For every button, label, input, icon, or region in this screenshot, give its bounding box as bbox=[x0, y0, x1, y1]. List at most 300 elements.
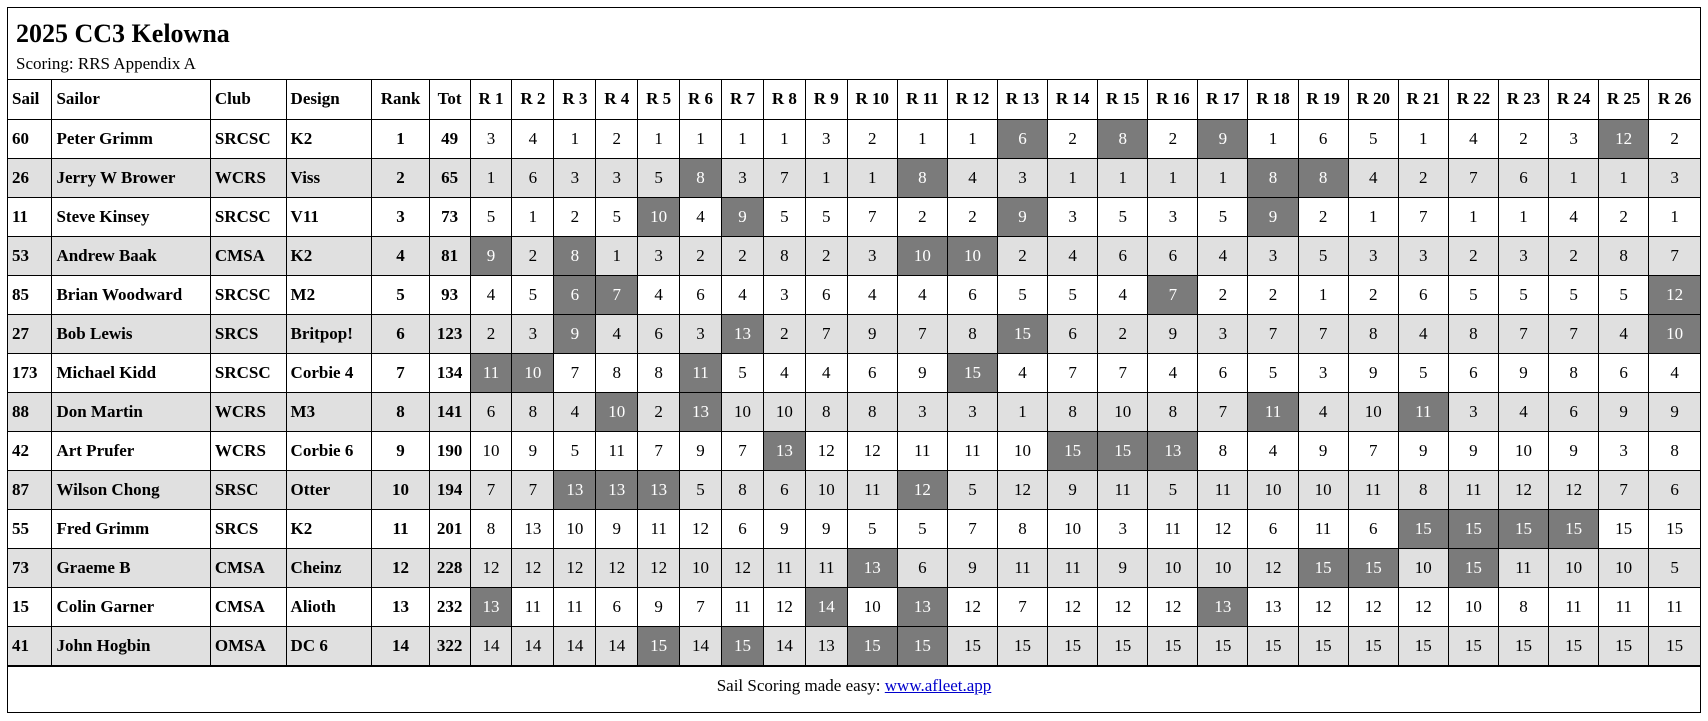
race-score-cell: 10 bbox=[470, 431, 512, 470]
sail-cell: 85 bbox=[8, 275, 52, 314]
race-score-cell: 8 bbox=[1148, 392, 1198, 431]
race-score-cell: 13 bbox=[805, 626, 847, 665]
results-header bbox=[8, 8, 1700, 80]
race-score-cell: 9 bbox=[1098, 548, 1148, 587]
race-score-cell: 7 bbox=[1498, 314, 1548, 353]
race-score-cell: 2 bbox=[512, 236, 554, 275]
race-score-cell: 10 bbox=[680, 548, 722, 587]
race-score-cell: 13 bbox=[680, 392, 722, 431]
race-score-cell: 5 bbox=[638, 158, 680, 197]
total-cell: 232 bbox=[429, 587, 470, 626]
race-score-cell: 1 bbox=[1248, 119, 1298, 158]
sail-cell: 88 bbox=[8, 392, 52, 431]
total-cell: 81 bbox=[429, 236, 470, 275]
race-score-cell: 12 bbox=[805, 431, 847, 470]
rank-cell: 1 bbox=[372, 119, 429, 158]
sailor-cell: Fred Grimm bbox=[52, 509, 210, 548]
race-score-cell: 15 bbox=[1348, 626, 1398, 665]
sail-cell: 42 bbox=[8, 431, 52, 470]
race-score-cell: 9 bbox=[1298, 431, 1348, 470]
race-score-cell: 10 bbox=[596, 392, 638, 431]
race-score-cell: 1 bbox=[1649, 197, 1700, 236]
race-score-cell: 9 bbox=[1348, 353, 1398, 392]
race-score-cell: 15 bbox=[1248, 626, 1298, 665]
race-score-cell: 5 bbox=[1649, 548, 1700, 587]
race-score-cell: 9 bbox=[1248, 197, 1298, 236]
race-score-cell: 9 bbox=[897, 353, 947, 392]
race-score-cell: 5 bbox=[722, 353, 764, 392]
design-cell: K2 bbox=[286, 119, 372, 158]
table-row bbox=[8, 119, 1700, 158]
race-score-cell: 8 bbox=[763, 236, 805, 275]
race-score-cell: 11 bbox=[722, 587, 764, 626]
race-score-cell: 10 bbox=[1649, 314, 1700, 353]
race-score-cell: 3 bbox=[805, 119, 847, 158]
race-score-cell: 11 bbox=[1248, 392, 1298, 431]
rank-cell: 9 bbox=[372, 431, 429, 470]
race-score-cell: 10 bbox=[1348, 392, 1398, 431]
sailor-cell: Andrew Baak bbox=[52, 236, 210, 275]
race-score-cell: 10 bbox=[1599, 548, 1649, 587]
sailor-cell: Bob Lewis bbox=[52, 314, 210, 353]
column-header: R 8 bbox=[763, 80, 805, 119]
race-score-cell: 7 bbox=[470, 470, 512, 509]
race-score-cell: 4 bbox=[470, 275, 512, 314]
race-score-cell: 6 bbox=[1549, 392, 1599, 431]
race-score-cell: 12 bbox=[470, 548, 512, 587]
column-header: R 18 bbox=[1248, 80, 1298, 119]
race-score-cell: 11 bbox=[1549, 587, 1599, 626]
results-table bbox=[8, 80, 1700, 666]
race-score-cell: 13 bbox=[1198, 587, 1248, 626]
total-cell: 134 bbox=[429, 353, 470, 392]
race-score-cell: 2 bbox=[1498, 119, 1548, 158]
race-score-cell: 7 bbox=[722, 431, 764, 470]
column-header: R 25 bbox=[1599, 80, 1649, 119]
race-score-cell: 2 bbox=[897, 197, 947, 236]
race-score-cell: 3 bbox=[554, 158, 596, 197]
column-header: R 20 bbox=[1348, 80, 1398, 119]
column-header: R 12 bbox=[947, 80, 997, 119]
race-score-cell: 13 bbox=[596, 470, 638, 509]
race-score-cell: 11 bbox=[897, 431, 947, 470]
race-score-cell: 8 bbox=[847, 392, 897, 431]
race-score-cell: 8 bbox=[1398, 470, 1448, 509]
race-score-cell: 5 bbox=[554, 431, 596, 470]
design-cell: Britpop! bbox=[286, 314, 372, 353]
race-score-cell: 9 bbox=[596, 509, 638, 548]
race-score-cell: 2 bbox=[1348, 275, 1398, 314]
race-score-cell: 15 bbox=[1498, 626, 1548, 665]
race-score-cell: 2 bbox=[763, 314, 805, 353]
race-score-cell: 2 bbox=[805, 236, 847, 275]
race-score-cell: 9 bbox=[998, 197, 1048, 236]
race-score-cell: 15 bbox=[1148, 626, 1198, 665]
race-score-cell: 4 bbox=[596, 314, 638, 353]
race-score-cell: 2 bbox=[947, 197, 997, 236]
race-score-cell: 4 bbox=[998, 353, 1048, 392]
race-score-cell: 1 bbox=[596, 236, 638, 275]
race-score-cell: 5 bbox=[470, 197, 512, 236]
race-score-cell: 6 bbox=[1599, 353, 1649, 392]
race-score-cell: 3 bbox=[1549, 119, 1599, 158]
total-cell: 194 bbox=[429, 470, 470, 509]
rank-cell: 8 bbox=[372, 392, 429, 431]
race-score-cell: 11 bbox=[596, 431, 638, 470]
race-score-cell: 6 bbox=[1098, 236, 1148, 275]
race-score-cell: 15 bbox=[1398, 509, 1448, 548]
sail-cell: 11 bbox=[8, 197, 52, 236]
rank-cell: 13 bbox=[372, 587, 429, 626]
sail-cell: 60 bbox=[8, 119, 52, 158]
race-score-cell: 6 bbox=[1248, 509, 1298, 548]
race-score-cell: 2 bbox=[1198, 275, 1248, 314]
race-score-cell: 7 bbox=[1148, 275, 1198, 314]
race-score-cell: 8 bbox=[722, 470, 764, 509]
race-score-cell: 15 bbox=[722, 626, 764, 665]
race-score-cell: 8 bbox=[596, 353, 638, 392]
race-score-cell: 1 bbox=[1549, 158, 1599, 197]
race-score-cell: 8 bbox=[1649, 431, 1700, 470]
race-score-cell: 9 bbox=[1498, 353, 1548, 392]
race-score-cell: 8 bbox=[897, 158, 947, 197]
column-header: R 22 bbox=[1448, 80, 1498, 119]
club-cell: SRCSC bbox=[210, 275, 286, 314]
race-score-cell: 2 bbox=[596, 119, 638, 158]
rank-cell: 3 bbox=[372, 197, 429, 236]
table-row bbox=[8, 275, 1700, 314]
race-score-cell: 7 bbox=[897, 314, 947, 353]
total-cell: 49 bbox=[429, 119, 470, 158]
race-score-cell: 6 bbox=[1298, 119, 1348, 158]
afleet-link[interactable]: www.afleet.app bbox=[884, 675, 992, 695]
race-score-cell: 11 bbox=[805, 548, 847, 587]
race-score-cell: 2 bbox=[1649, 119, 1700, 158]
total-cell: 123 bbox=[429, 314, 470, 353]
race-score-cell: 10 bbox=[1398, 548, 1448, 587]
column-header: R 21 bbox=[1398, 80, 1448, 119]
race-score-cell: 2 bbox=[1549, 236, 1599, 275]
race-score-cell: 12 bbox=[998, 470, 1048, 509]
table-row bbox=[8, 236, 1700, 275]
race-score-cell: 7 bbox=[680, 587, 722, 626]
race-score-cell: 13 bbox=[512, 509, 554, 548]
race-score-cell: 15 bbox=[897, 626, 947, 665]
race-score-cell: 7 bbox=[1599, 470, 1649, 509]
race-score-cell: 7 bbox=[947, 509, 997, 548]
race-score-cell: 3 bbox=[897, 392, 947, 431]
race-score-cell: 15 bbox=[1448, 548, 1498, 587]
race-score-cell: 9 bbox=[554, 314, 596, 353]
race-score-cell: 10 bbox=[847, 587, 897, 626]
race-score-cell: 3 bbox=[1298, 353, 1348, 392]
race-score-cell: 10 bbox=[1448, 587, 1498, 626]
race-score-cell: 15 bbox=[1098, 626, 1148, 665]
race-score-cell: 1 bbox=[763, 119, 805, 158]
race-score-cell: 3 bbox=[1398, 236, 1448, 275]
race-score-cell: 12 bbox=[1599, 119, 1649, 158]
total-cell: 322 bbox=[429, 626, 470, 665]
sail-cell: 27 bbox=[8, 314, 52, 353]
sailor-cell: Steve Kinsey bbox=[52, 197, 210, 236]
race-score-cell: 12 bbox=[1248, 548, 1298, 587]
total-cell: 201 bbox=[429, 509, 470, 548]
race-score-cell: 4 bbox=[847, 275, 897, 314]
race-score-cell: 4 bbox=[1298, 392, 1348, 431]
race-score-cell: 1 bbox=[1398, 119, 1448, 158]
race-score-cell: 13 bbox=[638, 470, 680, 509]
column-header: R 1 bbox=[470, 80, 512, 119]
rank-cell: 14 bbox=[372, 626, 429, 665]
club-cell: CMSA bbox=[210, 548, 286, 587]
race-score-cell: 15 bbox=[1298, 626, 1348, 665]
race-score-cell: 11 bbox=[998, 548, 1048, 587]
design-cell: K2 bbox=[286, 236, 372, 275]
race-score-cell: 8 bbox=[554, 236, 596, 275]
race-score-cell: 8 bbox=[998, 509, 1048, 548]
race-score-cell: 10 bbox=[1198, 548, 1248, 587]
race-score-cell: 7 bbox=[1048, 353, 1098, 392]
race-score-cell: 10 bbox=[1098, 392, 1148, 431]
sail-cell: 87 bbox=[8, 470, 52, 509]
race-score-cell: 8 bbox=[1448, 314, 1498, 353]
race-score-cell: 1 bbox=[1048, 158, 1098, 197]
race-score-cell: 7 bbox=[998, 587, 1048, 626]
table-row bbox=[8, 392, 1700, 431]
race-score-cell: 12 bbox=[596, 548, 638, 587]
race-score-cell: 5 bbox=[1148, 470, 1198, 509]
race-score-cell: 2 bbox=[1398, 158, 1448, 197]
race-score-cell: 4 bbox=[1649, 353, 1700, 392]
footer-text: Sail Scoring made easy: bbox=[716, 675, 885, 695]
rank-cell: 5 bbox=[372, 275, 429, 314]
race-score-cell: 2 bbox=[554, 197, 596, 236]
race-score-cell: 12 bbox=[1649, 275, 1700, 314]
race-score-cell: 6 bbox=[1498, 158, 1548, 197]
results-frame bbox=[7, 7, 1701, 713]
race-score-cell: 2 bbox=[1148, 119, 1198, 158]
race-score-cell: 15 bbox=[1649, 626, 1700, 665]
race-score-cell: 2 bbox=[1098, 314, 1148, 353]
race-score-cell: 15 bbox=[1298, 548, 1348, 587]
race-score-cell: 6 bbox=[1398, 275, 1448, 314]
table-row bbox=[8, 548, 1700, 587]
race-score-cell: 15 bbox=[998, 626, 1048, 665]
race-score-cell: 15 bbox=[847, 626, 897, 665]
race-score-cell: 11 bbox=[1098, 470, 1148, 509]
race-score-cell: 15 bbox=[947, 353, 997, 392]
column-header: R 10 bbox=[847, 80, 897, 119]
race-score-cell: 10 bbox=[1298, 470, 1348, 509]
sailor-cell: Art Prufer bbox=[52, 431, 210, 470]
column-header: Design bbox=[286, 80, 372, 119]
rank-cell: 11 bbox=[372, 509, 429, 548]
race-score-cell: 11 bbox=[1348, 470, 1398, 509]
design-cell: Cheinz bbox=[286, 548, 372, 587]
race-score-cell: 4 bbox=[680, 197, 722, 236]
column-header: R 5 bbox=[638, 80, 680, 119]
race-score-cell: 2 bbox=[470, 314, 512, 353]
race-score-cell: 4 bbox=[1398, 314, 1448, 353]
race-score-cell: 15 bbox=[1549, 509, 1599, 548]
race-score-cell: 6 bbox=[847, 353, 897, 392]
footer bbox=[8, 666, 1700, 705]
race-score-cell: 6 bbox=[897, 548, 947, 587]
race-score-cell: 11 bbox=[763, 548, 805, 587]
sailor-cell: Graeme B bbox=[52, 548, 210, 587]
race-score-cell: 15 bbox=[1549, 626, 1599, 665]
column-header: R 16 bbox=[1148, 80, 1198, 119]
race-score-cell: 6 bbox=[1148, 236, 1198, 275]
race-score-cell: 2 bbox=[1448, 236, 1498, 275]
design-cell: Corbie 4 bbox=[286, 353, 372, 392]
race-score-cell: 6 bbox=[805, 275, 847, 314]
race-score-cell: 5 bbox=[897, 509, 947, 548]
rank-cell: 2 bbox=[372, 158, 429, 197]
column-header: R 15 bbox=[1098, 80, 1148, 119]
race-score-cell: 13 bbox=[722, 314, 764, 353]
table-row bbox=[8, 158, 1700, 197]
sailor-cell: Wilson Chong bbox=[52, 470, 210, 509]
race-score-cell: 4 bbox=[1048, 236, 1098, 275]
race-score-cell: 6 bbox=[1048, 314, 1098, 353]
race-score-cell: 15 bbox=[1398, 626, 1448, 665]
race-score-cell: 7 bbox=[1448, 158, 1498, 197]
race-score-cell: 12 bbox=[1098, 587, 1148, 626]
race-score-cell: 1 bbox=[847, 158, 897, 197]
race-score-cell: 14 bbox=[470, 626, 512, 665]
race-score-cell: 3 bbox=[1048, 197, 1098, 236]
race-score-cell: 6 bbox=[1649, 470, 1700, 509]
race-score-cell: 11 bbox=[1198, 470, 1248, 509]
race-score-cell: 12 bbox=[947, 587, 997, 626]
race-score-cell: 1 bbox=[1298, 275, 1348, 314]
race-score-cell: 10 bbox=[1498, 431, 1548, 470]
race-score-cell: 7 bbox=[1549, 314, 1599, 353]
race-score-cell: 9 bbox=[1148, 314, 1198, 353]
race-score-cell: 13 bbox=[1248, 587, 1298, 626]
race-score-cell: 14 bbox=[554, 626, 596, 665]
race-score-cell: 3 bbox=[1148, 197, 1198, 236]
rank-cell: 12 bbox=[372, 548, 429, 587]
design-cell: Otter bbox=[286, 470, 372, 509]
club-cell: SRSC bbox=[210, 470, 286, 509]
race-score-cell: 15 bbox=[1098, 431, 1148, 470]
race-score-cell: 3 bbox=[722, 158, 764, 197]
sailor-cell: Brian Woodward bbox=[52, 275, 210, 314]
race-score-cell: 5 bbox=[847, 509, 897, 548]
design-cell: Corbie 6 bbox=[286, 431, 372, 470]
race-score-cell: 9 bbox=[805, 509, 847, 548]
race-score-cell: 12 bbox=[680, 509, 722, 548]
column-header: Rank bbox=[372, 80, 429, 119]
race-score-cell: 1 bbox=[1098, 158, 1148, 197]
race-score-cell: 3 bbox=[596, 158, 638, 197]
race-score-cell: 8 bbox=[1498, 587, 1548, 626]
race-score-cell: 2 bbox=[847, 119, 897, 158]
column-header: R 14 bbox=[1048, 80, 1098, 119]
rank-cell: 7 bbox=[372, 353, 429, 392]
race-score-cell: 12 bbox=[554, 548, 596, 587]
race-score-cell: 4 bbox=[763, 353, 805, 392]
race-score-cell: 2 bbox=[1298, 197, 1348, 236]
club-cell: OMSA bbox=[210, 626, 286, 665]
race-score-cell: 12 bbox=[1298, 587, 1348, 626]
race-score-cell: 1 bbox=[1348, 197, 1398, 236]
race-score-cell: 1 bbox=[1498, 197, 1548, 236]
race-score-cell: 7 bbox=[1398, 197, 1448, 236]
column-header: R 2 bbox=[512, 80, 554, 119]
race-score-cell: 7 bbox=[1198, 392, 1248, 431]
race-score-cell: 5 bbox=[1348, 119, 1398, 158]
club-cell: CMSA bbox=[210, 236, 286, 275]
race-score-cell: 9 bbox=[680, 431, 722, 470]
club-cell: SRCSC bbox=[210, 353, 286, 392]
table-row bbox=[8, 314, 1700, 353]
race-score-cell: 1 bbox=[805, 158, 847, 197]
race-score-cell: 1 bbox=[1198, 158, 1248, 197]
column-header: Club bbox=[210, 80, 286, 119]
race-score-cell: 4 bbox=[638, 275, 680, 314]
race-score-cell: 8 bbox=[1248, 158, 1298, 197]
column-header: R 13 bbox=[998, 80, 1048, 119]
club-cell: SRCSC bbox=[210, 197, 286, 236]
race-score-cell: 3 bbox=[1448, 392, 1498, 431]
column-header: R 9 bbox=[805, 80, 847, 119]
race-score-cell: 13 bbox=[470, 587, 512, 626]
race-score-cell: 15 bbox=[998, 314, 1048, 353]
race-score-cell: 1 bbox=[998, 392, 1048, 431]
club-cell: WCRS bbox=[210, 392, 286, 431]
rank-cell: 6 bbox=[372, 314, 429, 353]
race-score-cell: 10 bbox=[897, 236, 947, 275]
sail-cell: 26 bbox=[8, 158, 52, 197]
race-score-cell: 2 bbox=[722, 236, 764, 275]
race-score-cell: 3 bbox=[1198, 314, 1248, 353]
race-score-cell: 1 bbox=[897, 119, 947, 158]
race-score-cell: 2 bbox=[998, 236, 1048, 275]
race-score-cell: 2 bbox=[680, 236, 722, 275]
race-score-cell: 3 bbox=[947, 392, 997, 431]
race-score-cell: 12 bbox=[847, 431, 897, 470]
race-score-cell: 4 bbox=[1148, 353, 1198, 392]
total-cell: 228 bbox=[429, 548, 470, 587]
race-score-cell: 11 bbox=[512, 587, 554, 626]
race-score-cell: 4 bbox=[722, 275, 764, 314]
sailor-cell: Colin Garner bbox=[52, 587, 210, 626]
race-score-cell: 5 bbox=[512, 275, 554, 314]
total-cell: 73 bbox=[429, 197, 470, 236]
race-score-cell: 7 bbox=[1248, 314, 1298, 353]
design-cell: V11 bbox=[286, 197, 372, 236]
rank-cell: 4 bbox=[372, 236, 429, 275]
race-score-cell: 7 bbox=[1098, 353, 1148, 392]
race-score-cell: 3 bbox=[998, 158, 1048, 197]
race-score-cell: 5 bbox=[763, 197, 805, 236]
race-score-cell: 11 bbox=[1398, 392, 1448, 431]
race-score-cell: 6 bbox=[763, 470, 805, 509]
table-row bbox=[8, 509, 1700, 548]
table-row bbox=[8, 626, 1700, 665]
race-score-cell: 6 bbox=[554, 275, 596, 314]
race-score-cell: 4 bbox=[1498, 392, 1548, 431]
race-score-cell: 15 bbox=[1448, 626, 1498, 665]
race-score-cell: 14 bbox=[512, 626, 554, 665]
race-score-cell: 5 bbox=[1498, 275, 1548, 314]
scoring-subtitle: Scoring: RRS Appendix A bbox=[16, 54, 196, 73]
race-score-cell: 3 bbox=[638, 236, 680, 275]
design-cell: Viss bbox=[286, 158, 372, 197]
